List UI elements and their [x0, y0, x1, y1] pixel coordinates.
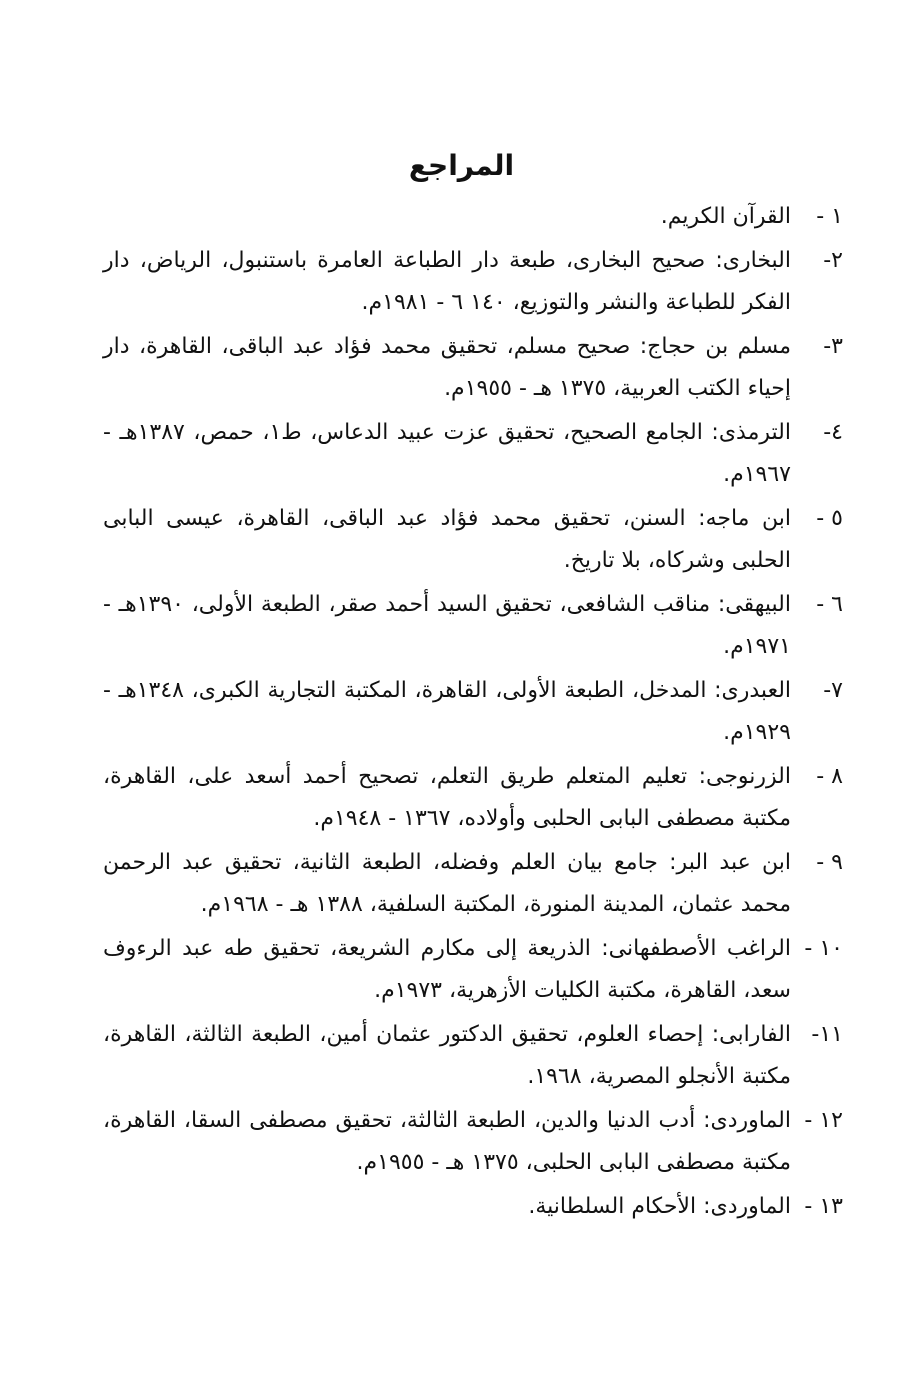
reference-text: الفارابى: إحصاء العلوم، تحقيق الدكتور عثمان أمين، الطبعة الثالثة، القاهرة، مكتبة الأنجلو المصرية، ١٩٦٨.	[103, 1022, 791, 1089]
reference-number: ١١-	[811, 1022, 843, 1047]
reference-number: ١٠ -	[804, 936, 843, 961]
reference-item	[103, 1014, 843, 1098]
reference-number: ٦ -	[816, 592, 843, 617]
reference-text: البيهقى: مناقب الشافعى، تحقيق السيد أحمد صقر، الطبعة الأولى، ١٣٩٠هـ - ١٩٧١م.	[103, 592, 792, 659]
reference-item	[103, 1186, 843, 1228]
reference-text: القرآن الكريم.	[660, 204, 791, 229]
reference-item	[103, 670, 843, 754]
reference-number: ٩ -	[816, 850, 843, 875]
reference-text: البخارى: صحيح البخارى، طبعة دار الطباعة العامرة باستنبول، الرياض، دار الفكر للطباعة والنشر والتوزيع، ١٤٠ ٦ - ١٩٨١م.	[103, 248, 791, 315]
reference-number: ٨ -	[816, 764, 843, 789]
reference-text: الماوردى: الأحكام السلطانية.	[528, 1194, 791, 1219]
reference-item	[103, 196, 843, 238]
reference-text: الزرنوجى: تعليم المتعلم طريق التعلم، تصحيح أحمد أسعد على، القاهرة، مكتبة مصطفى البابى الحلبى وأولاده، ١٣٦٧ - ١٩٤٨م.	[103, 764, 791, 831]
reference-number: ١٢ -	[804, 1108, 843, 1133]
reference-item	[103, 326, 843, 410]
reference-text: الراغب الأصطفهانى: الذريعة إلى مكارم الشريعة، تحقيق طه عبد الرءوف سعد، القاهرة، مكتبة الكليات الأزهرية، ١٩٧٣م.	[103, 936, 791, 1003]
reference-number: ٢-	[823, 248, 843, 273]
reference-item	[103, 240, 843, 324]
reference-item	[103, 1100, 843, 1184]
reference-text: العبدرى: المدخل، الطبعة الأولى، القاهرة، المكتبة التجارية الكبرى، ١٣٤٨هـ - ١٩٢٩م.	[103, 678, 792, 745]
reference-number: ١ -	[816, 204, 843, 229]
reference-text: ابن عبد البر: جامع بيان العلم وفضله، الطبعة الثانية، تحقيق عبد الرحمن محمد عثمان، المدينة المنورة، المكتبة السلفية، ١٣٨٨ هـ - ١٩٦٨م.	[103, 850, 791, 917]
reference-text: مسلم بن حجاج: صحيح مسلم، تحقيق محمد فؤاد عبد الباقى، القاهرة، دار إحياء الكتب العربية، ١٣٧٥ هـ - ١٩٥٥م.	[103, 334, 791, 401]
reference-number: ١٣ -	[804, 1194, 843, 1219]
reference-item	[103, 412, 843, 496]
reference-item	[103, 498, 843, 582]
reference-item	[103, 842, 843, 926]
reference-text: ابن ماجه: السنن، تحقيق محمد فؤاد عبد الباقى، القاهرة، عيسى البابى الحلبى وشركاه، بلا تاريخ.	[103, 506, 791, 573]
reference-number: ٧-	[823, 678, 843, 703]
reference-item	[103, 584, 843, 668]
page-title: المراجع	[408, 149, 515, 182]
reference-number: ٣-	[823, 334, 843, 359]
reference-text: الماوردى: أدب الدنيا والدين، الطبعة الثالثة، تحقيق مصطفى السقا، القاهرة، مكتبة مصطفى البابى الحلبى، ١٣٧٥ هـ - ١٩٥٥م.	[103, 1108, 791, 1175]
reference-number: ٤-	[823, 420, 843, 445]
references-list	[103, 196, 843, 1230]
reference-text: الترمذى: الجامع الصحيح، تحقيق عزت عبيد الدعاس، ط١، حمص، ١٣٨٧هـ - ١٩٦٧م.	[103, 420, 791, 487]
reference-number: ٥ -	[816, 506, 843, 531]
reference-item	[103, 756, 843, 840]
reference-item	[103, 928, 843, 1012]
